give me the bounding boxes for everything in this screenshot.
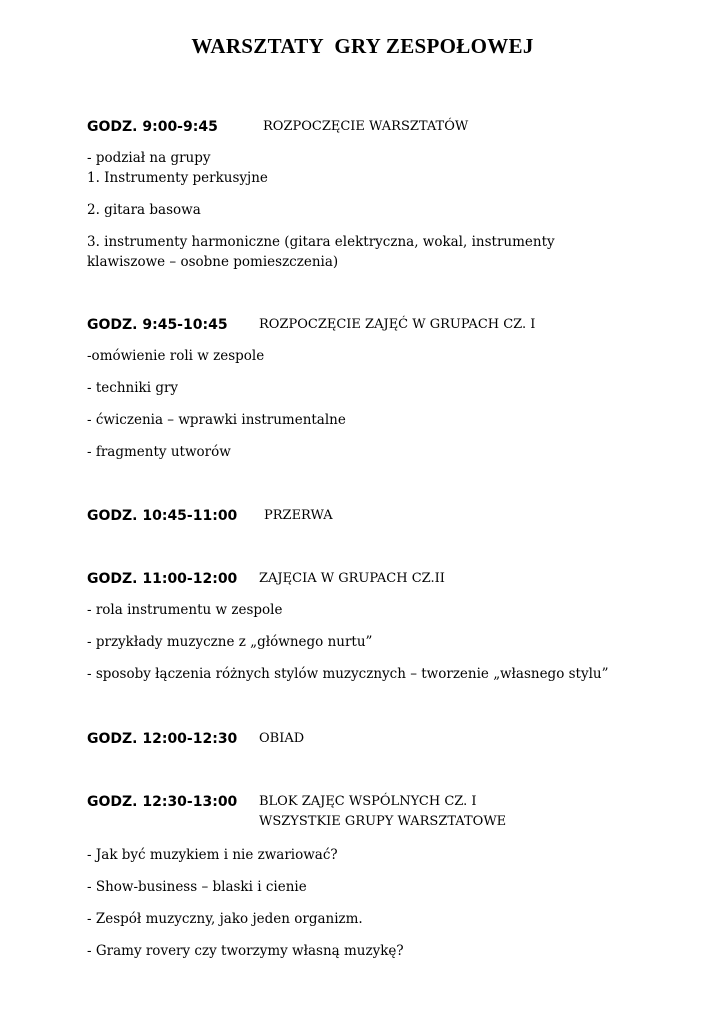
- section-header: [87, 569, 647, 589]
- section-title: ROZPOCZĘCIE ZAJĘĆ W GRUPACH CZ. I: [259, 317, 536, 332]
- schedule-section-1: [87, 117, 647, 270]
- schedule-section-4: [87, 569, 647, 682]
- section-title-line-2: WSZYSTKIE GRUPY WARSZTATOWE: [259, 814, 507, 829]
- section-time: GODZ. 11:00-12:00: [87, 571, 238, 587]
- list-item: 3. instrumenty harmoniczne (gitara elektryczna, wokal, instrumenty klawiszowe – osobne pomieszczenia): [87, 234, 555, 270]
- list-item: - Jak być muzykiem i nie zwariować?: [87, 847, 338, 863]
- section-title: [259, 792, 506, 832]
- list-item: - Show-business – blaski i cienie: [87, 879, 307, 895]
- section-title-line-1: BLOK ZAJĘC WSPÓLNYCH CZ. I: [259, 794, 477, 809]
- list-item: -omówienie roli w zespole: [87, 348, 265, 364]
- list-item: - rola instrumentu w zespole: [87, 602, 283, 618]
- section-header: [87, 117, 647, 137]
- list-item: - przykłady muzyczne z „głównego nurtu”: [87, 634, 373, 650]
- schedule-section-3: [87, 506, 647, 526]
- list-item: - ćwiczenia – wprawki instrumentalne: [87, 412, 346, 428]
- list-item: - fragmenty utworów: [87, 444, 231, 460]
- section-header: [87, 315, 647, 335]
- section-title: ROZPOCZĘCIE WARSZTATÓW: [263, 119, 469, 134]
- list-item: 2. gitara basowa: [87, 202, 201, 218]
- section-header: [87, 792, 647, 829]
- section-title: PRZERWA: [264, 508, 333, 523]
- list-item: - Gramy rovery czy tworzymy własną muzykę?: [87, 943, 404, 959]
- section-time: GODZ. 12:00-12:30: [87, 731, 238, 747]
- schedule-section-6: [87, 792, 647, 959]
- schedule-section-2: [87, 315, 647, 460]
- section-time: GODZ. 9:00-9:45: [87, 119, 218, 135]
- section-header: [87, 729, 647, 749]
- section-time: GODZ. 12:30-13:00: [87, 794, 238, 810]
- list-item: - sposoby łączenia różnych stylów muzycznych – tworzenie „własnego stylu”: [87, 666, 609, 682]
- list-item: 1. Instrumenty perkusyjne: [87, 170, 268, 186]
- list-item: - podział na grupy: [87, 150, 211, 166]
- section-header: [87, 506, 647, 526]
- section-title: OBIAD: [259, 731, 305, 746]
- section-time: GODZ. 9:45-10:45: [87, 317, 228, 333]
- document-title: WARSZTATY GRY ZESPOŁOWEJ: [191, 34, 534, 58]
- schedule-section-5: [87, 729, 647, 749]
- section-title: ZAJĘCIA W GRUPACH CZ.II: [259, 571, 445, 586]
- list-item: - techniki gry: [87, 380, 179, 396]
- section-time: GODZ. 10:45-11:00: [87, 508, 238, 524]
- list-item: - Zespół muzyczny, jako jeden organizm.: [87, 911, 363, 927]
